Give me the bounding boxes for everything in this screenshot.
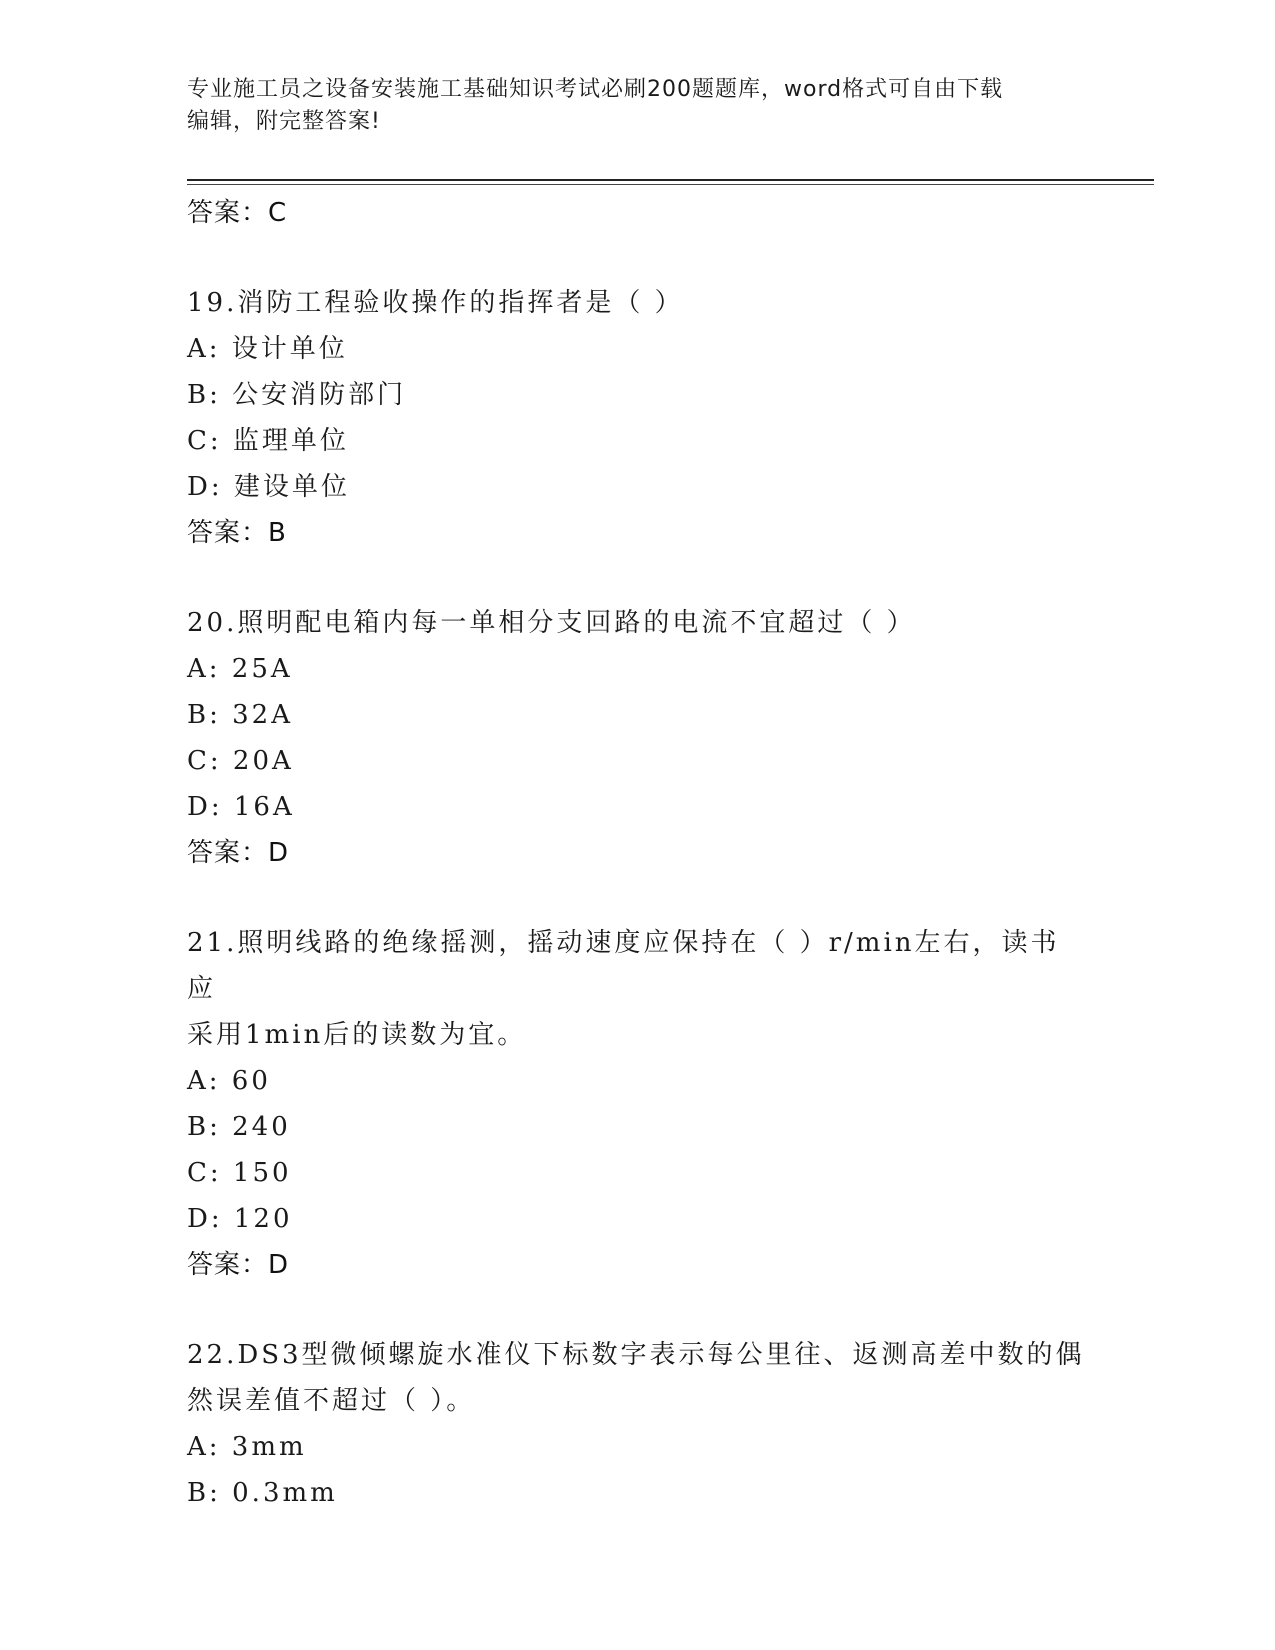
option-b: B: 240 — [187, 1112, 291, 1142]
option-c: C: 150 — [187, 1158, 292, 1188]
option-d: D: 16A — [187, 792, 295, 822]
option-b: B: 32A — [187, 700, 293, 730]
question-stem-line-1: 21.照明线路的绝缘摇测，摇动速度应保持在（ ）r/min左右，读书应 — [187, 928, 1060, 1004]
option-a: A: 3mm — [187, 1432, 307, 1462]
answer-line: 答案：D — [187, 838, 290, 868]
answer-line: 答案：B — [187, 518, 287, 548]
answer-line: 答案：C — [187, 198, 288, 228]
question-21 — [187, 920, 1087, 1288]
question-list — [187, 190, 1087, 1516]
option-a: A: 25A — [187, 654, 293, 684]
option-d: D: 建设单位 — [187, 472, 350, 502]
option-c: C: 20A — [187, 746, 294, 776]
option-a: A: 60 — [187, 1066, 271, 1096]
option-d: D: 120 — [187, 1204, 293, 1234]
question-22 — [187, 1332, 1087, 1516]
question-20 — [187, 600, 1087, 876]
option-b: B: 0.3mm — [187, 1478, 338, 1508]
option-c: C: 监理单位 — [187, 426, 349, 456]
header-title-line-2: 编辑，附完整答案! — [187, 109, 381, 134]
document-header — [187, 74, 1087, 138]
option-a: A: 设计单位 — [187, 334, 348, 364]
option-b: B: 公安消防部门 — [187, 380, 407, 410]
question-stem: 20.照明配电箱内每一单相分支回路的电流不宜超过（ ） — [187, 608, 916, 638]
header-title-line-1: 专业施工员之设备安装施工基础知识考试必刷200题题库，word格式可自由下载 — [187, 77, 1004, 102]
question-stem-line-2: 采用1min后的读数为宜。 — [187, 1020, 527, 1050]
header-divider-thin — [187, 184, 1154, 185]
question-19 — [187, 280, 1087, 556]
question-stem-line-1: 22.DS3型微倾螺旋水准仪下标数字表示每公里往、返测高差中数的偶 — [187, 1340, 1085, 1370]
answer-line: 答案：D — [187, 1250, 290, 1280]
header-divider-thick — [187, 179, 1154, 181]
question-stem: 19.消防工程验收操作的指挥者是（ ） — [187, 288, 684, 318]
question-stem-line-2: 然误差值不超过（ ）。 — [187, 1386, 476, 1416]
